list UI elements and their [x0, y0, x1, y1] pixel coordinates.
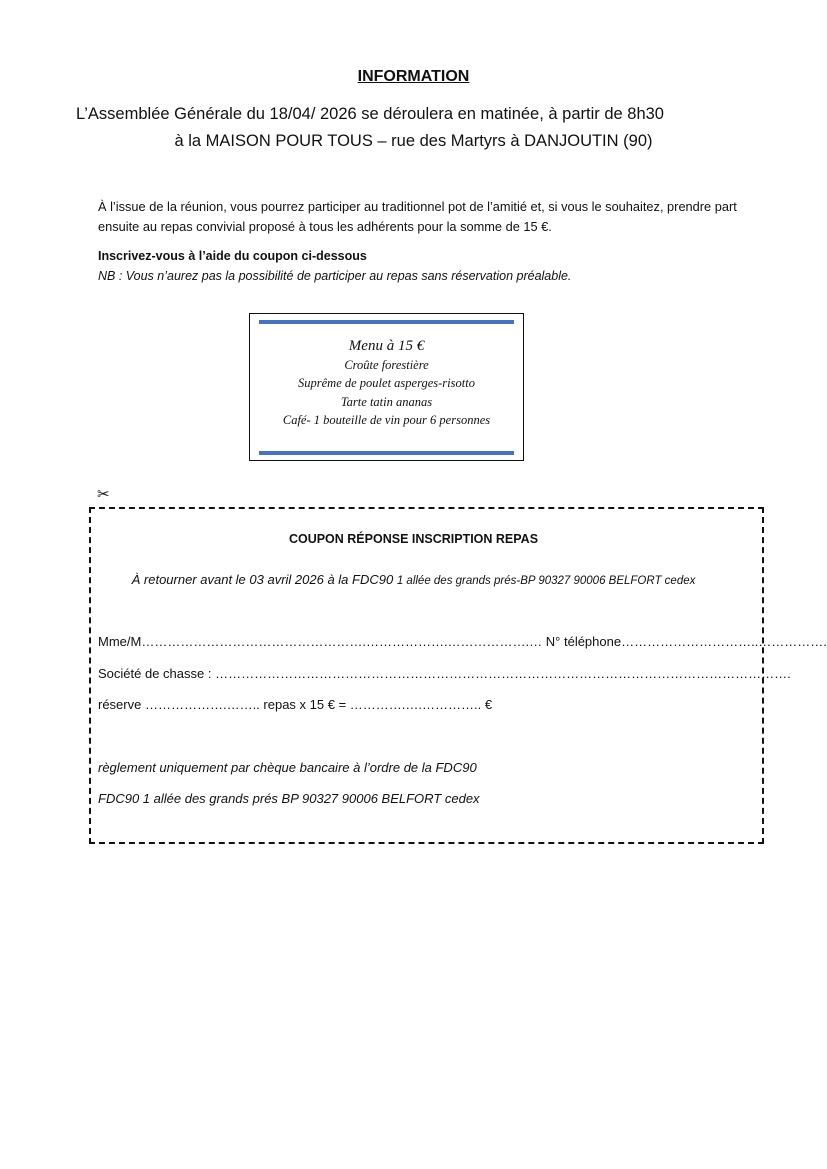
- menu-item: Tarte tatin ananas: [340, 394, 433, 409]
- coupon-title: COUPON RÉPONSE INSCRIPTION REPAS: [288, 532, 539, 546]
- coupon-return-instruction: [0, 572, 827, 587]
- address-note: FDC90 1 allée des grands prés BP 90327 90006 BELFORT cedex: [98, 791, 480, 806]
- nb-note: NB : Vous n’aurez pas la possibilité de participer au repas sans réservation préalable.: [98, 269, 572, 283]
- page-title: INFORMATION: [357, 68, 470, 85]
- inscription-instruction: Inscrivez-vous à l’aide du coupon ci-dessous: [98, 249, 367, 263]
- menu-item: Croûte forestière: [344, 358, 429, 372]
- menu-item: Café- 1 bouteille de vin pour 6 personnes: [282, 412, 491, 427]
- scissors-icon: ✂: [97, 486, 110, 503]
- menu-bottom-bar: [259, 451, 514, 455]
- menu-box: [249, 313, 524, 461]
- payment-note: règlement uniquement par chèque bancaire à l’ordre de la FDC90: [98, 760, 477, 775]
- meeting-date-line: L’Assemblée Générale du 18/04/ 2026 se déroulera en matinée, à partir de 8h30: [76, 105, 664, 123]
- menu-title: Menu à 15 €: [348, 338, 425, 354]
- reservation-field[interactable]: réserve ……………….…….. repas x 15 € = ………….….………….. €: [98, 697, 493, 712]
- name-phone-field[interactable]: Mme/M…………………………………………….……………….……………….… N° téléphone…………………………..…………….: [98, 634, 827, 649]
- menu-item: Suprême de poulet asperges-risotto: [298, 376, 475, 391]
- meeting-location-line: à la MAISON POUR TOUS – rue des Martyrs à DANJOUTIN (90): [174, 132, 653, 150]
- coupon-return-address: 1 allée des grands prés-BP 90327 90006 BELFORT cedex: [396, 575, 696, 587]
- menu-top-bar: [259, 320, 514, 324]
- intro-paragraph: À l’issue de la réunion, vous pourrez participer au traditionnel pot de l’amitié et, si vous le souhaitez, prendre part ensuite au repas convivial proposé à tous les adhérents pour la somme de 15 €.: [98, 199, 737, 234]
- coupon-return-main: À retourner avant le 03 avril 2026 à la FDC90: [131, 572, 394, 587]
- society-field[interactable]: Société de chasse : …………………………………………………………………………………………………………………….: [98, 666, 791, 681]
- menu-content: [250, 336, 523, 429]
